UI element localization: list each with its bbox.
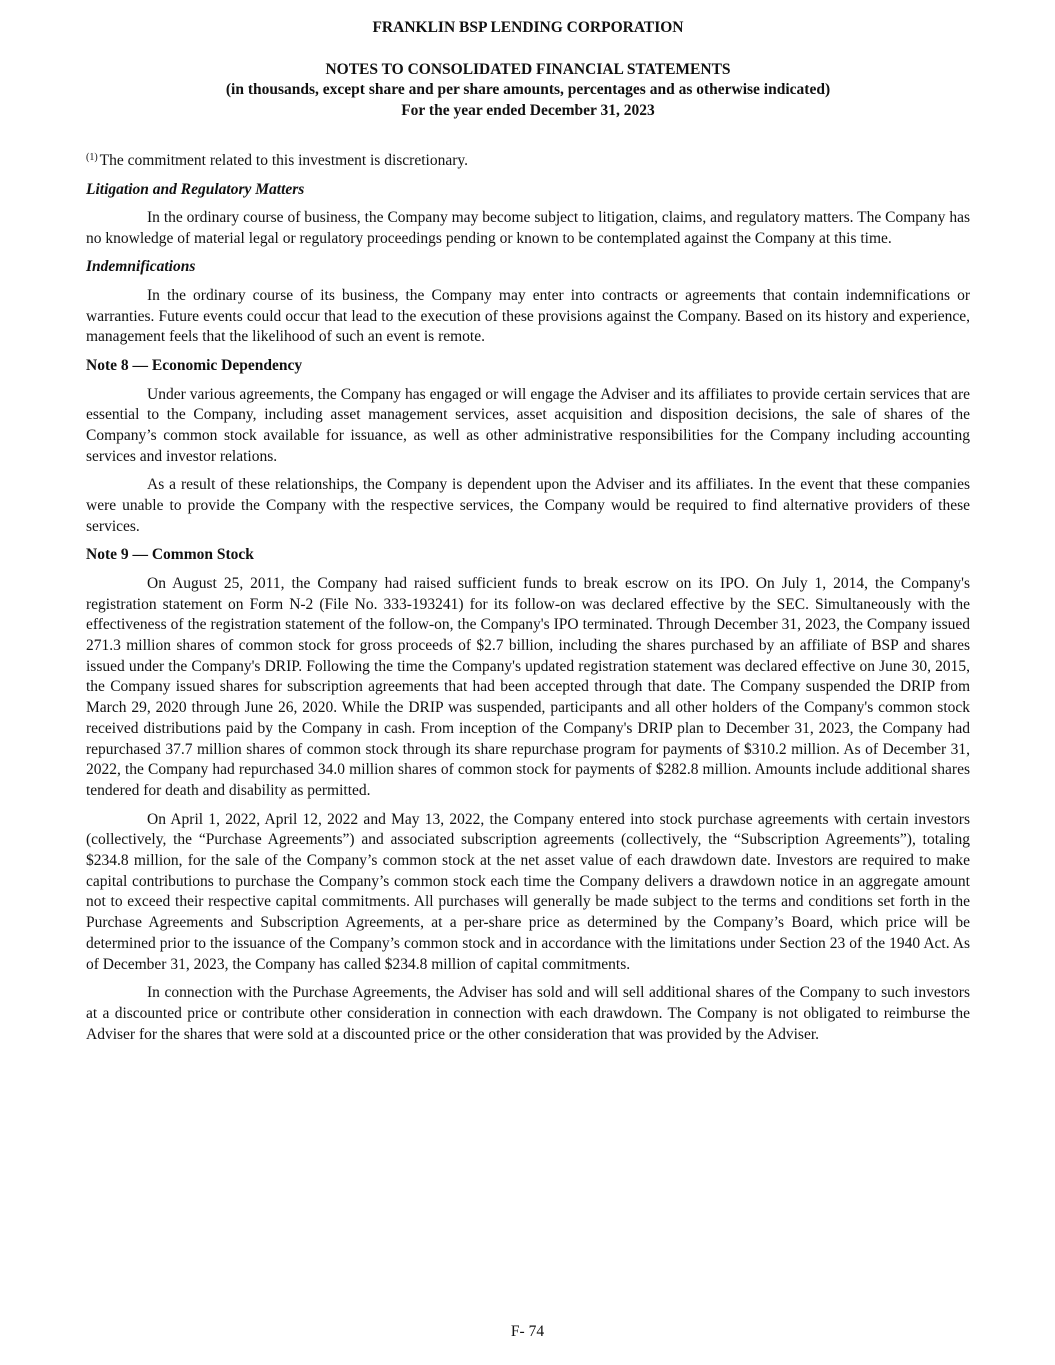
statement-title: NOTES TO CONSOLIDATED FINANCIAL STATEMENTS [325,60,731,78]
section-heading-indemnifications: Indemnifications [86,258,196,276]
paragraph-litigation: In the ordinary course of business, the Company may become subject to litigation, claims, and regulatory matters. The Company has no knowledge of material legal or regulatory proceedings pending or known to be contemplated against the Company at this time. [86,209,970,247]
statement-subtitle: (in thousands, except share and per share amounts, percentages and as otherwise indicated) [225,81,831,98]
note-8-paragraph-1: Under various agreements, the Company has engaged or will engage the Adviser and its affiliates to provide certain services that are essential to the Company, including asset management services, asset acquisition and disposition decisions, the sale of shares of the Company’s common stock available for issuance, as well as other administrative responsibilities for the Company including accounting services and investor relations. [86,385,970,465]
note-9-paragraph-2: On April 1, 2022, April 12, 2022 and May 13, 2022, the Company entered into stock purchase agreements with certain investors (collectively, the “Purchase Agreements”) and associated subscription agreements (collectively, the “Subscription Agreements”), totaling $234.8 million, for the sale of the Company’s common stock at the net asset value of each drawdown date. Investors are required to make capital contributions to purchase the Company’s common stock each time the Company delivers a drawdown notice in an aggregate amount not to exceed their respective capital commitments. All purchases will generally be made subject to the terms and conditions set forth in the Purchase Agreements and Subscription Agreements, at a per-share price as determined by the Company’s Board, which price will be determined prior to the issuance of the Company’s common stock and in accordance with the limitations under Section 23 of the 1940 Act. As of December 31, 2023, the Company has called $234.8 million of capital commitments. [86,810,970,973]
statement-period: For the year ended December 31, 2023 [401,101,655,119]
footnote [86,148,970,172]
note-9-paragraph-1: On August 25, 2011, the Company had raised sufficient funds to break escrow on its IPO. On July 1, 2014, the Company's registration statement on Form N-2 (File No. 333-193241) for its follow-on was declared effective by the SEC. Simultaneously with the effectiveness of the registration statement of the follow-on, the Company's IPO terminated. Through December 31, 2023, the Company issued 271.3 million shares of common stock for gross proceeds of $2.7 billion, including the shares purchased by an affiliate of BSP and shares issued under the Company's DRIP. Following the time the Company's updated registration statement was declared effective on June 30, 2015, the Company issued shares for subscription agreements that had been accepted through that date. The Company suspended the DRIP from March 29, 2020 through June 26, 2020. While the DRIP was suspended, participants and all other holders of the Company's common stock received distributions paid by the Company in cash. From inception of the Company's DRIP plan to December 31, 2023, the Company had repurchased 37.7 million shares of common stock through its share repurchase program for payments of $310.2 million. As of December 31, 2022, the Company had repurchased 34.0 million shares of common stock for payments of $282.8 million. Amounts include additional shares tendered for death and disability as permitted. [86,574,970,799]
note-9-heading: Note 9 — Common Stock [86,546,254,564]
document-page [86,18,970,1045]
paragraph-indemnifications: In the ordinary course of its business, the Company may enter into contracts or agreements that contain indemnifications or warranties. Future events could occur that lead to the execution of these provisions against the Company. Based on its history and experience, management feels that the likelihood of such an event is remote. [86,286,970,346]
page-number: F- 74 [510,1323,545,1340]
company-name: FRANKLIN BSP LENDING CORPORATION [372,19,684,36]
note-9-paragraph-3: In connection with the Purchase Agreements, the Adviser has sold and will sell additional shares of the Company to such investors at a discounted price or contribute other consideration in connection with each drawdown. The Company is not obligated to reimburse the Adviser for the shares that were sold at a discounted price or the other consideration that was provided by the Adviser. [86,984,970,1043]
note-8-heading: Note 8 — Economic Dependency [86,357,303,375]
note-8-paragraph-2: As a result of these relationships, the Company is dependent upon the Adviser and its affiliates. In the event that these companies were unable to provide the Company with the respective services, the Company would be required to find alternative providers of these services. [86,476,970,535]
footnote-marker: (1) [86,152,98,163]
footnote-text: The commitment related to this investment is discretionary. [99,152,468,169]
section-heading-litigation: Litigation and Regulatory Matters [86,180,305,198]
